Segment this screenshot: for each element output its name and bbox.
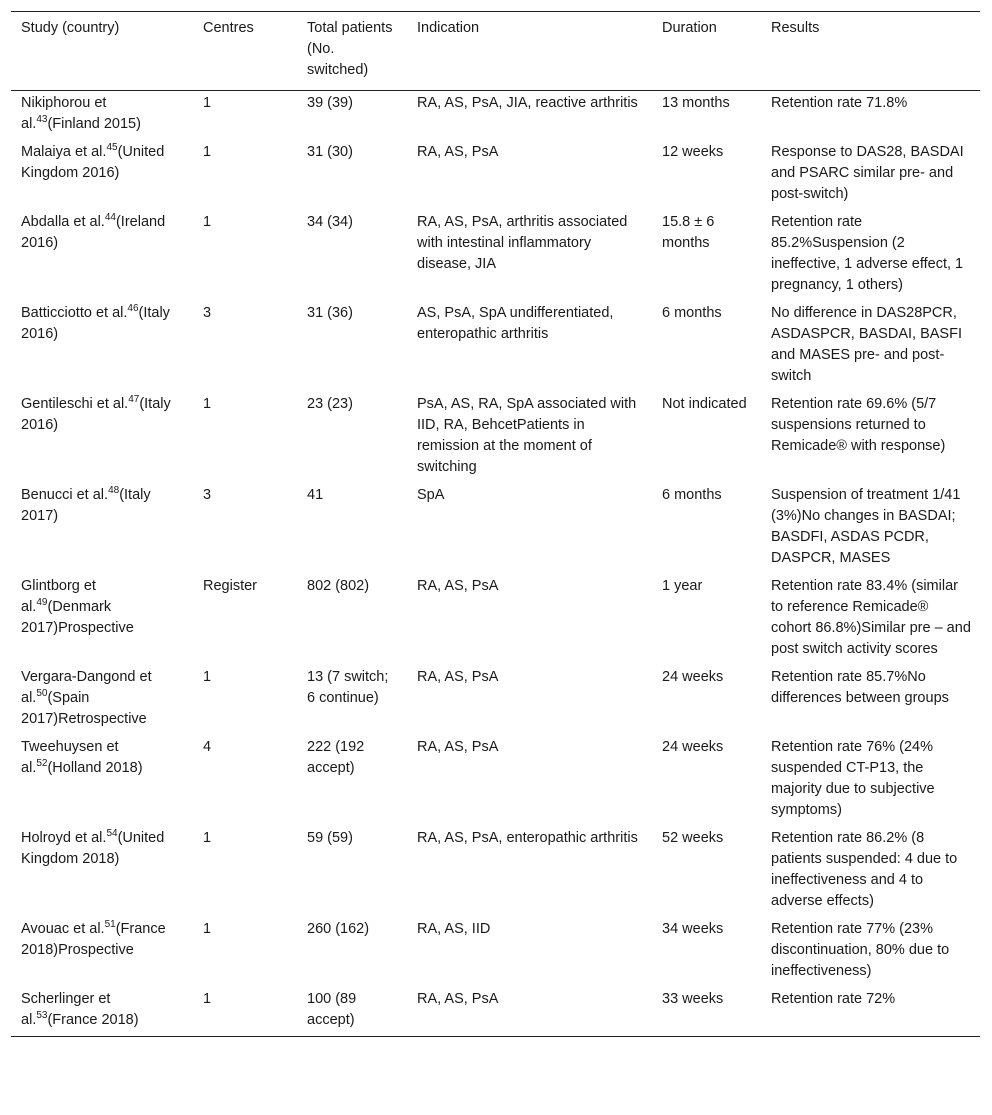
results-cell: Retention rate 83.4% (similar to reference Remicade® cohort 86.8%)Similar pre – and post switch activity scores xyxy=(771,578,971,657)
centres-cell: 1 xyxy=(203,830,212,846)
study-cell xyxy=(11,917,193,987)
indication-cell: RA, AS, PsA, enteropathic arthritis xyxy=(417,830,638,846)
results-cell: Retention rate 86.2% (8 patients suspended: 4 due to ineffectiveness and 4 to adverse effects) xyxy=(771,830,958,909)
indication-cell: RA, AS, IID xyxy=(417,921,491,937)
duration-cell: 6 months xyxy=(662,305,722,321)
table-row xyxy=(11,140,980,210)
table-row xyxy=(11,392,980,483)
indication-cell: RA, AS, PsA xyxy=(417,739,499,755)
centres-cell: 1 xyxy=(203,214,212,230)
table-row xyxy=(11,574,980,665)
reference-number: 47 xyxy=(128,394,140,406)
study-cell xyxy=(11,826,193,917)
results-cell: Retention rate 85.2%Suspension (2 ineffective, 1 adverse effect, 1 pregnancy, 1 others) xyxy=(771,214,964,293)
studies-table xyxy=(11,11,980,1037)
study-country: (Holland 2018) xyxy=(47,760,143,776)
study-country: (Italy 2016) xyxy=(21,396,171,433)
centres-cell: 1 xyxy=(203,921,212,937)
reference-number: 52 xyxy=(36,758,48,770)
table-row xyxy=(11,483,980,574)
centres-cell: 3 xyxy=(203,305,212,321)
study-cell xyxy=(11,735,193,826)
patients-cell: 23 (23) xyxy=(307,396,353,412)
study-cell xyxy=(11,140,193,210)
study-name: Malaiya et al. xyxy=(21,144,107,160)
reference-number: 51 xyxy=(104,919,116,931)
indication-cell: RA, AS, PsA xyxy=(407,987,652,1037)
study-cell xyxy=(11,483,193,574)
table-row xyxy=(11,735,980,826)
study-name: Abdalla et al. xyxy=(21,214,105,230)
results-cell: No difference in DAS28PCR, ASDASPCR, BASDAI, BASFI and MASES pre- and post-switch xyxy=(771,305,962,384)
duration-cell: 6 months xyxy=(662,487,722,503)
table-header-row xyxy=(11,12,980,91)
reference-number: 48 xyxy=(108,485,120,497)
study-country: (France 2018)Prospective xyxy=(21,921,166,958)
table-row xyxy=(11,301,980,392)
centres-cell: 1 xyxy=(203,396,212,412)
reference-number: 46 xyxy=(127,303,139,315)
indication-cell: RA, AS, PsA xyxy=(417,669,499,685)
duration-cell: 52 weeks xyxy=(662,830,724,846)
centres-cell: Register xyxy=(203,578,257,594)
header-centres: Centres xyxy=(193,12,297,91)
duration-cell: 33 weeks xyxy=(652,987,761,1037)
patients-cell: 39 (39) xyxy=(307,95,353,111)
study-cell xyxy=(11,665,193,735)
study-name: Tweehuysen et al. xyxy=(21,739,119,776)
study-cell xyxy=(11,392,193,483)
study-name: Benucci et al. xyxy=(21,487,109,503)
indication-cell: RA, AS, PsA xyxy=(417,144,499,160)
study-country: (France 2018) xyxy=(47,1012,139,1028)
reference-number: 43 xyxy=(36,114,48,126)
table-row xyxy=(11,826,980,917)
table-row xyxy=(11,987,980,1037)
indication-cell: RA, AS, PsA, arthritis associated with intestinal inflammatory disease, JIA xyxy=(417,214,628,272)
header-indication: Indication xyxy=(407,12,652,91)
reference-number: 50 xyxy=(36,688,48,700)
indication-cell: PsA, AS, RA, SpA associated with IID, RA, BehcetPatients in remission at the moment of switching xyxy=(417,396,637,475)
centres-cell: 1 xyxy=(193,987,297,1037)
indication-cell: RA, AS, PsA xyxy=(417,578,499,594)
study-cell xyxy=(11,574,193,665)
study-name: Avouac et al. xyxy=(21,921,105,937)
study-cell xyxy=(11,987,193,1037)
patients-cell: 59 (59) xyxy=(307,830,353,846)
header-study: Study (country) xyxy=(11,12,193,91)
indication-cell: SpA xyxy=(417,487,445,503)
table-row xyxy=(11,210,980,301)
results-cell: Retention rate 72% xyxy=(761,987,980,1037)
table-row xyxy=(11,917,980,987)
reference-number: 54 xyxy=(106,828,118,840)
study-cell xyxy=(11,91,193,141)
table-row xyxy=(11,91,980,141)
centres-cell: 1 xyxy=(203,95,212,111)
patients-cell: 31 (30) xyxy=(307,144,353,160)
study-name: Glintborg et al. xyxy=(21,578,96,615)
study-country: (Ireland 2016) xyxy=(21,214,166,251)
duration-cell: 24 weeks xyxy=(662,739,724,755)
study-name: Nikiphorou et al. xyxy=(21,95,107,132)
results-cell: Retention rate 85.7%No differences between groups xyxy=(771,669,949,706)
header-duration: Duration xyxy=(652,12,761,91)
reference-number: 45 xyxy=(106,142,118,154)
centres-cell: 3 xyxy=(203,487,212,503)
header-results: Results xyxy=(761,12,980,91)
header-total-patients: Total patients (No. switched) xyxy=(297,12,407,91)
patients-cell: 34 (34) xyxy=(307,214,353,230)
results-cell: Retention rate 69.6% (5/7 suspensions returned to Remicade® with response) xyxy=(771,396,946,454)
patients-cell: 41 xyxy=(307,487,324,503)
reference-number: 44 xyxy=(104,212,116,224)
reference-number: 53 xyxy=(36,1010,48,1022)
study-name: Scherlinger et al. xyxy=(21,991,111,1028)
duration-cell: Not indicated xyxy=(662,396,747,412)
patients-cell: 260 (162) xyxy=(307,921,370,937)
reference-number: 49 xyxy=(36,597,48,609)
results-cell: Response to DAS28, BASDAI and PSARC similar pre- and post-switch) xyxy=(771,144,964,202)
study-name: Vergara-Dangond et al. xyxy=(21,669,152,706)
duration-cell: 1 year xyxy=(662,578,703,594)
duration-cell: 13 months xyxy=(662,95,730,111)
indication-cell: RA, AS, PsA, JIA, reactive arthritis xyxy=(417,95,638,111)
results-cell: Retention rate 71.8% xyxy=(771,95,908,111)
study-cell xyxy=(11,301,193,392)
study-country: (United Kingdom 2018) xyxy=(21,830,165,867)
centres-cell: 1 xyxy=(203,144,212,160)
centres-cell: 4 xyxy=(203,739,212,755)
study-name: Gentileschi et al. xyxy=(21,396,129,412)
study-name: Holroyd et al. xyxy=(21,830,107,846)
study-cell xyxy=(11,210,193,301)
table-row xyxy=(11,665,980,735)
study-country: (Spain 2017)Retrospective xyxy=(21,690,147,727)
centres-cell: 1 xyxy=(203,669,212,685)
study-country: (Italy 2017) xyxy=(21,487,151,524)
study-name: Batticciotto et al. xyxy=(21,305,128,321)
results-cell: Retention rate 77% (23% discontinuation, 80% due to ineffectiveness) xyxy=(771,921,950,979)
results-cell: Retention rate 76% (24% suspended CT-P13, the majority due to subjective symptoms) xyxy=(771,739,935,818)
patients-cell: 222 (192 accept) xyxy=(307,739,365,776)
study-country: (Denmark 2017)Prospective xyxy=(21,599,134,636)
study-country: (Finland 2015) xyxy=(47,116,141,132)
duration-cell: 12 weeks xyxy=(662,144,724,160)
indication-cell: AS, PsA, SpA undifferentiated, enteropathic arthritis xyxy=(417,305,614,342)
duration-cell: 15.8 ± 6 months xyxy=(662,214,715,251)
patients-cell: 100 (89 accept) xyxy=(297,987,407,1037)
patients-cell: 31 (36) xyxy=(307,305,353,321)
duration-cell: 34 weeks xyxy=(662,921,724,937)
patients-cell: 802 (802) xyxy=(307,578,370,594)
duration-cell: 24 weeks xyxy=(662,669,724,685)
study-country: (United Kingdom 2016) xyxy=(21,144,165,181)
patients-cell: 13 (7 switch; 6 continue) xyxy=(307,669,389,706)
results-cell: Suspension of treatment 1/41 (3%)No changes in BASDAI; BASDFI, ASDAS PCDR, DASPCR, MASES xyxy=(771,487,961,566)
study-country: (Italy 2016) xyxy=(21,305,170,342)
